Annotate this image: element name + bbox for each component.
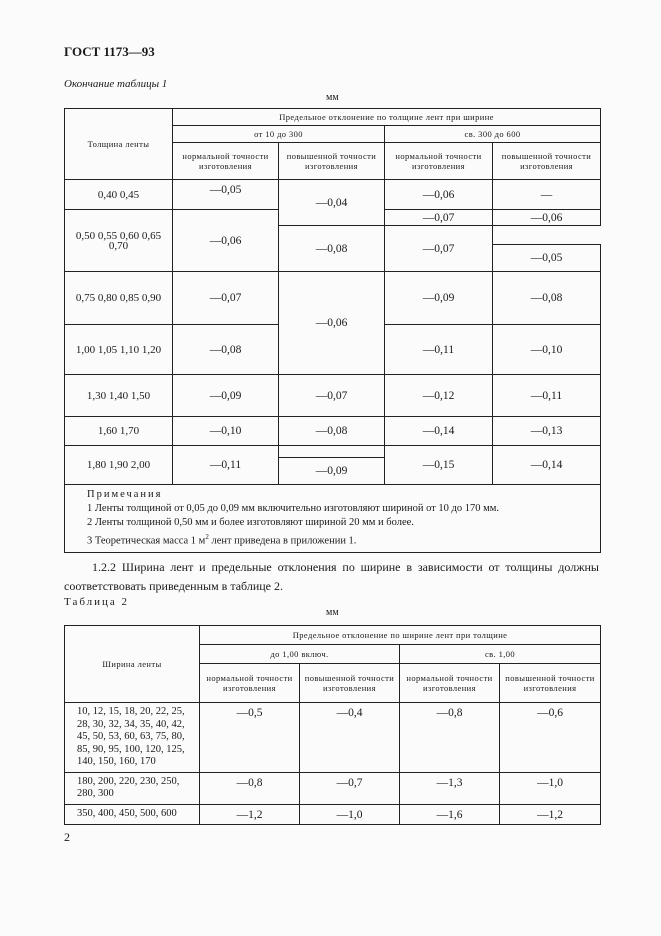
table1-a-high: —0,09: [279, 458, 385, 485]
table1-b-normal: —0,14: [385, 417, 493, 446]
table1-b-high: —0,14: [493, 446, 601, 485]
table1-a-normal: —0,05: [173, 180, 279, 210]
table1-b-normal: —0,07: [385, 210, 493, 226]
table1-a-normal: —0,11: [173, 446, 279, 485]
table1-a-normal: —0,06: [173, 210, 279, 272]
table2-col-width: Ширина ленты: [65, 626, 200, 703]
table1: [64, 108, 601, 553]
table2-a-normal: —1,2: [200, 804, 300, 824]
document-header: ГОСТ 1173—93: [64, 44, 155, 59]
table1-a-high: —0,04: [279, 180, 385, 226]
note-3: 3 Теоретическая масса 1 $м^2$ лент приведена в приложении 1.: [87, 533, 357, 547]
table2-b-normal: —0,8: [400, 703, 500, 773]
table1-col-group: Предельное отклонение по толщине лент при ширине: [173, 109, 601, 126]
table2-widths: 350, 400, 450, 500, 600: [65, 804, 200, 824]
table1-b-normal: —0,09: [385, 272, 493, 325]
table2-acc-high: повышенной точности изготовления: [500, 664, 601, 703]
table2-a-high: —0,4: [300, 703, 400, 773]
table1-col-thickness: Толщина ленты: [65, 109, 173, 180]
table1-b-normal: —0,11: [385, 325, 493, 375]
table1-acc-normal: нормальной точности изготовления: [385, 143, 493, 180]
table2-b-high: —1,2: [500, 804, 601, 824]
thickness-group-1: 0,40 0,45: [65, 180, 173, 210]
table1-b-normal: —0,15: [385, 446, 493, 485]
table2-acc-high: повышенной точности изготовления: [300, 664, 400, 703]
table1-a-high-empty: [279, 446, 385, 458]
table1-a-normal: —0,10: [173, 417, 279, 446]
table2-a-normal: —0,5: [200, 703, 300, 773]
table1-a-normal: —0,07: [173, 272, 279, 325]
table1-a-normal: —0,08: [173, 325, 279, 375]
table2-caption: Таблица 2: [64, 596, 130, 608]
table1-b-high: —0,06: [493, 210, 601, 226]
table1-a-high: —0,06: [279, 272, 385, 375]
table1-b-high: —0,13: [493, 417, 601, 446]
page-number: 2: [64, 830, 70, 844]
table1-acc-normal: нормальной точности изготовления: [173, 143, 279, 180]
table1-b-high: —0,11: [493, 375, 601, 417]
table2-b-normal: —1,6: [400, 804, 500, 824]
table2-widths: 180, 200, 220, 230, 250, 280, 300: [65, 772, 200, 804]
table2-b-high: —1,0: [500, 772, 601, 804]
table1-b-high: —0,08: [493, 272, 601, 325]
table1-a-high: —0,08: [279, 417, 385, 446]
table2-a-high: —1,0: [300, 804, 400, 824]
table1-width-b: св. 300 до 600: [385, 126, 601, 143]
table2-a-high: —0,7: [300, 772, 400, 804]
table1-b-normal: —0,06: [385, 180, 493, 210]
thickness-group-2: 0,50 0,55 0,60 0,65 0,70: [65, 210, 173, 272]
table2-thick-b: св. 1,00: [400, 645, 601, 664]
table1-caption: Окончание таблицы 1: [64, 78, 168, 90]
table2: [64, 625, 601, 825]
table1-acc-high: повышенной точности изготовления: [279, 143, 385, 180]
table1-b-high: —: [493, 180, 601, 210]
paragraph-1-2-2: 1.2.2 Ширина лент и предельные отклонения по ширине в зависимости от толщины должны соответствовать приведенным в таблице 2.: [64, 560, 599, 593]
table2-a-normal: —0,8: [200, 772, 300, 804]
thickness-group-3: 0,75 0,80 0,85 0,90: [65, 272, 173, 325]
table1-a-high: —0,07: [279, 375, 385, 417]
note-1: 1 Ленты толщиной от 0,05 до 0,09 мм включительно изготовляют шириной от 10 до 170 мм.: [87, 503, 500, 514]
table1-b-high: —0,07: [385, 226, 493, 272]
table2-thick-a: до 1,00 включ.: [200, 645, 400, 664]
table1-b-normal: —0,12: [385, 375, 493, 417]
table2-unit: мм: [326, 607, 339, 618]
notes-title: Примечания: [87, 489, 163, 500]
table1-acc-high: повышенной точности изготовления: [493, 143, 601, 180]
table1-notes: [65, 485, 601, 553]
thickness-group-7: 1,80 1,90 2,00: [65, 446, 173, 485]
note-2: 2 Ленты толщиной 0,50 мм и более изготовляют шириной 20 мм и более.: [87, 517, 414, 528]
thickness-group-6: 1,60 1,70: [65, 417, 173, 446]
table2-acc-normal: нормальной точности изготовления: [200, 664, 300, 703]
table1-a-normal: —0,09: [173, 375, 279, 417]
table1-b-normal: —0,08: [279, 226, 385, 272]
thickness-group-5: 1,30 1,40 1,50: [65, 375, 173, 417]
thickness-group-4: 1,00 1,05 1,10 1,20: [65, 325, 173, 375]
table2-col-group: Предельное отклонение по ширине лент при толщине: [200, 626, 601, 645]
table2-b-normal: —1,3: [400, 772, 500, 804]
table1-width-a: от 10 до 300: [173, 126, 385, 143]
table2-acc-normal: нормальной точности изготовления: [400, 664, 500, 703]
table2-widths: 10, 12, 15, 18, 20, 22, 25, 28, 30, 32, 34, 35, 40, 42, 45, 50, 53, 60, 63, 75, 80, 85, 90, 95, 100, 120, 125, 140, 150, 160, 170: [65, 703, 200, 773]
table1-a-high: —0,05: [493, 245, 601, 272]
table1-unit: мм: [326, 92, 339, 103]
table2-b-high: —0,6: [500, 703, 601, 773]
table1-b-high: —0,10: [493, 325, 601, 375]
